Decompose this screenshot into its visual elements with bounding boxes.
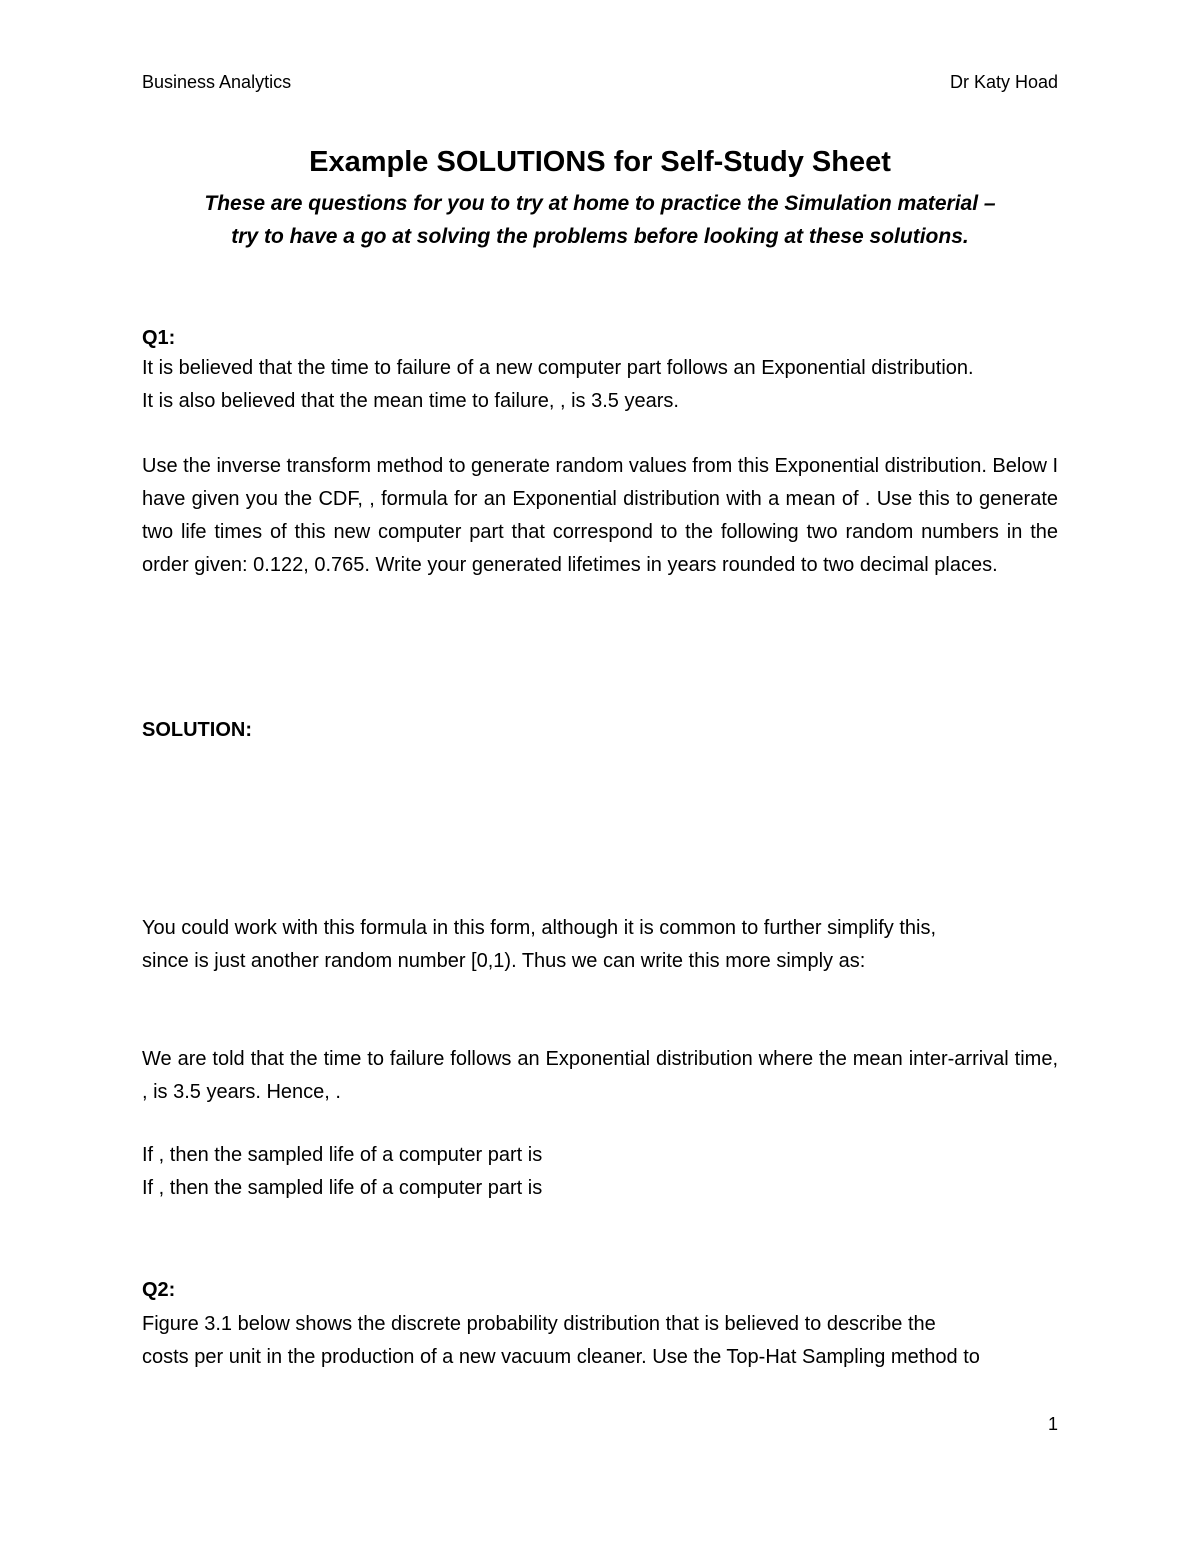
solution-heading: SOLUTION:	[142, 719, 252, 741]
q1-paragraph-1-line-2: It is also believed that the mean time to failure, , is 3.5 years.	[142, 390, 679, 412]
page-number: 1	[1047, 1414, 1058, 1434]
q2-paragraph	[142, 1308, 1058, 1374]
q1-paragraph-1-line-1: It is believed that the time to failure of a new computer part follows an Exponential distribution.	[142, 357, 974, 379]
solution-sample-line-2: If , then the sampled life of a computer part is	[142, 1177, 543, 1199]
page-subtitle	[142, 187, 1058, 253]
solution-sample-line-1: If , then the sampled life of a computer part is	[142, 1144, 543, 1166]
header-author: Dr Katy Hoad	[949, 72, 1058, 92]
q2-heading: Q2:	[142, 1279, 176, 1301]
solution-paragraph-1-line-1: You could work with this formula in this form, although it is common to further simplify this,	[142, 917, 937, 939]
page-title: Example SOLUTIONS for Self-Study Sheet	[309, 146, 891, 178]
q2-paragraph-line-2: costs per unit in the production of a new vacuum cleaner. Use the Top-Hat Sampling method to	[142, 1346, 980, 1368]
subtitle-line-1: These are questions for you to try at home to practice the Simulation material –	[204, 192, 996, 215]
subtitle-line-2: try to have a go at solving the problems before looking at these solutions.	[231, 225, 969, 248]
header-course-name: Business Analytics	[142, 72, 292, 92]
q2-paragraph-line-1: Figure 3.1 below shows the discrete probability distribution that is believed to describe the	[142, 1313, 936, 1335]
solution-paragraph-1	[142, 912, 1058, 978]
solution-sample-lines	[142, 1139, 1058, 1205]
q1-paragraph-2: Use the inverse transform method to generate random values from this Exponential distribution. Below I have given you the CDF, , formula for an Exponential distribution with a mean of . Use this to generate two life times of this new computer part that correspond to the following two random numbers in the order given: 0.122, 0.765. Write your generated lifetimes in years rounded to two decimal places.	[142, 455, 1059, 576]
q1-heading: Q1:	[142, 327, 176, 349]
solution-paragraph-1-line-2: since is just another random number [0,1). Thus we can write this more simply as:	[142, 950, 866, 972]
q1-paragraph-1	[142, 352, 1058, 418]
solution-paragraph-2: We are told that the time to failure follows an Exponential distribution where the mean inter-arrival time, , is 3.5 years. Hence, .	[142, 1048, 1058, 1103]
